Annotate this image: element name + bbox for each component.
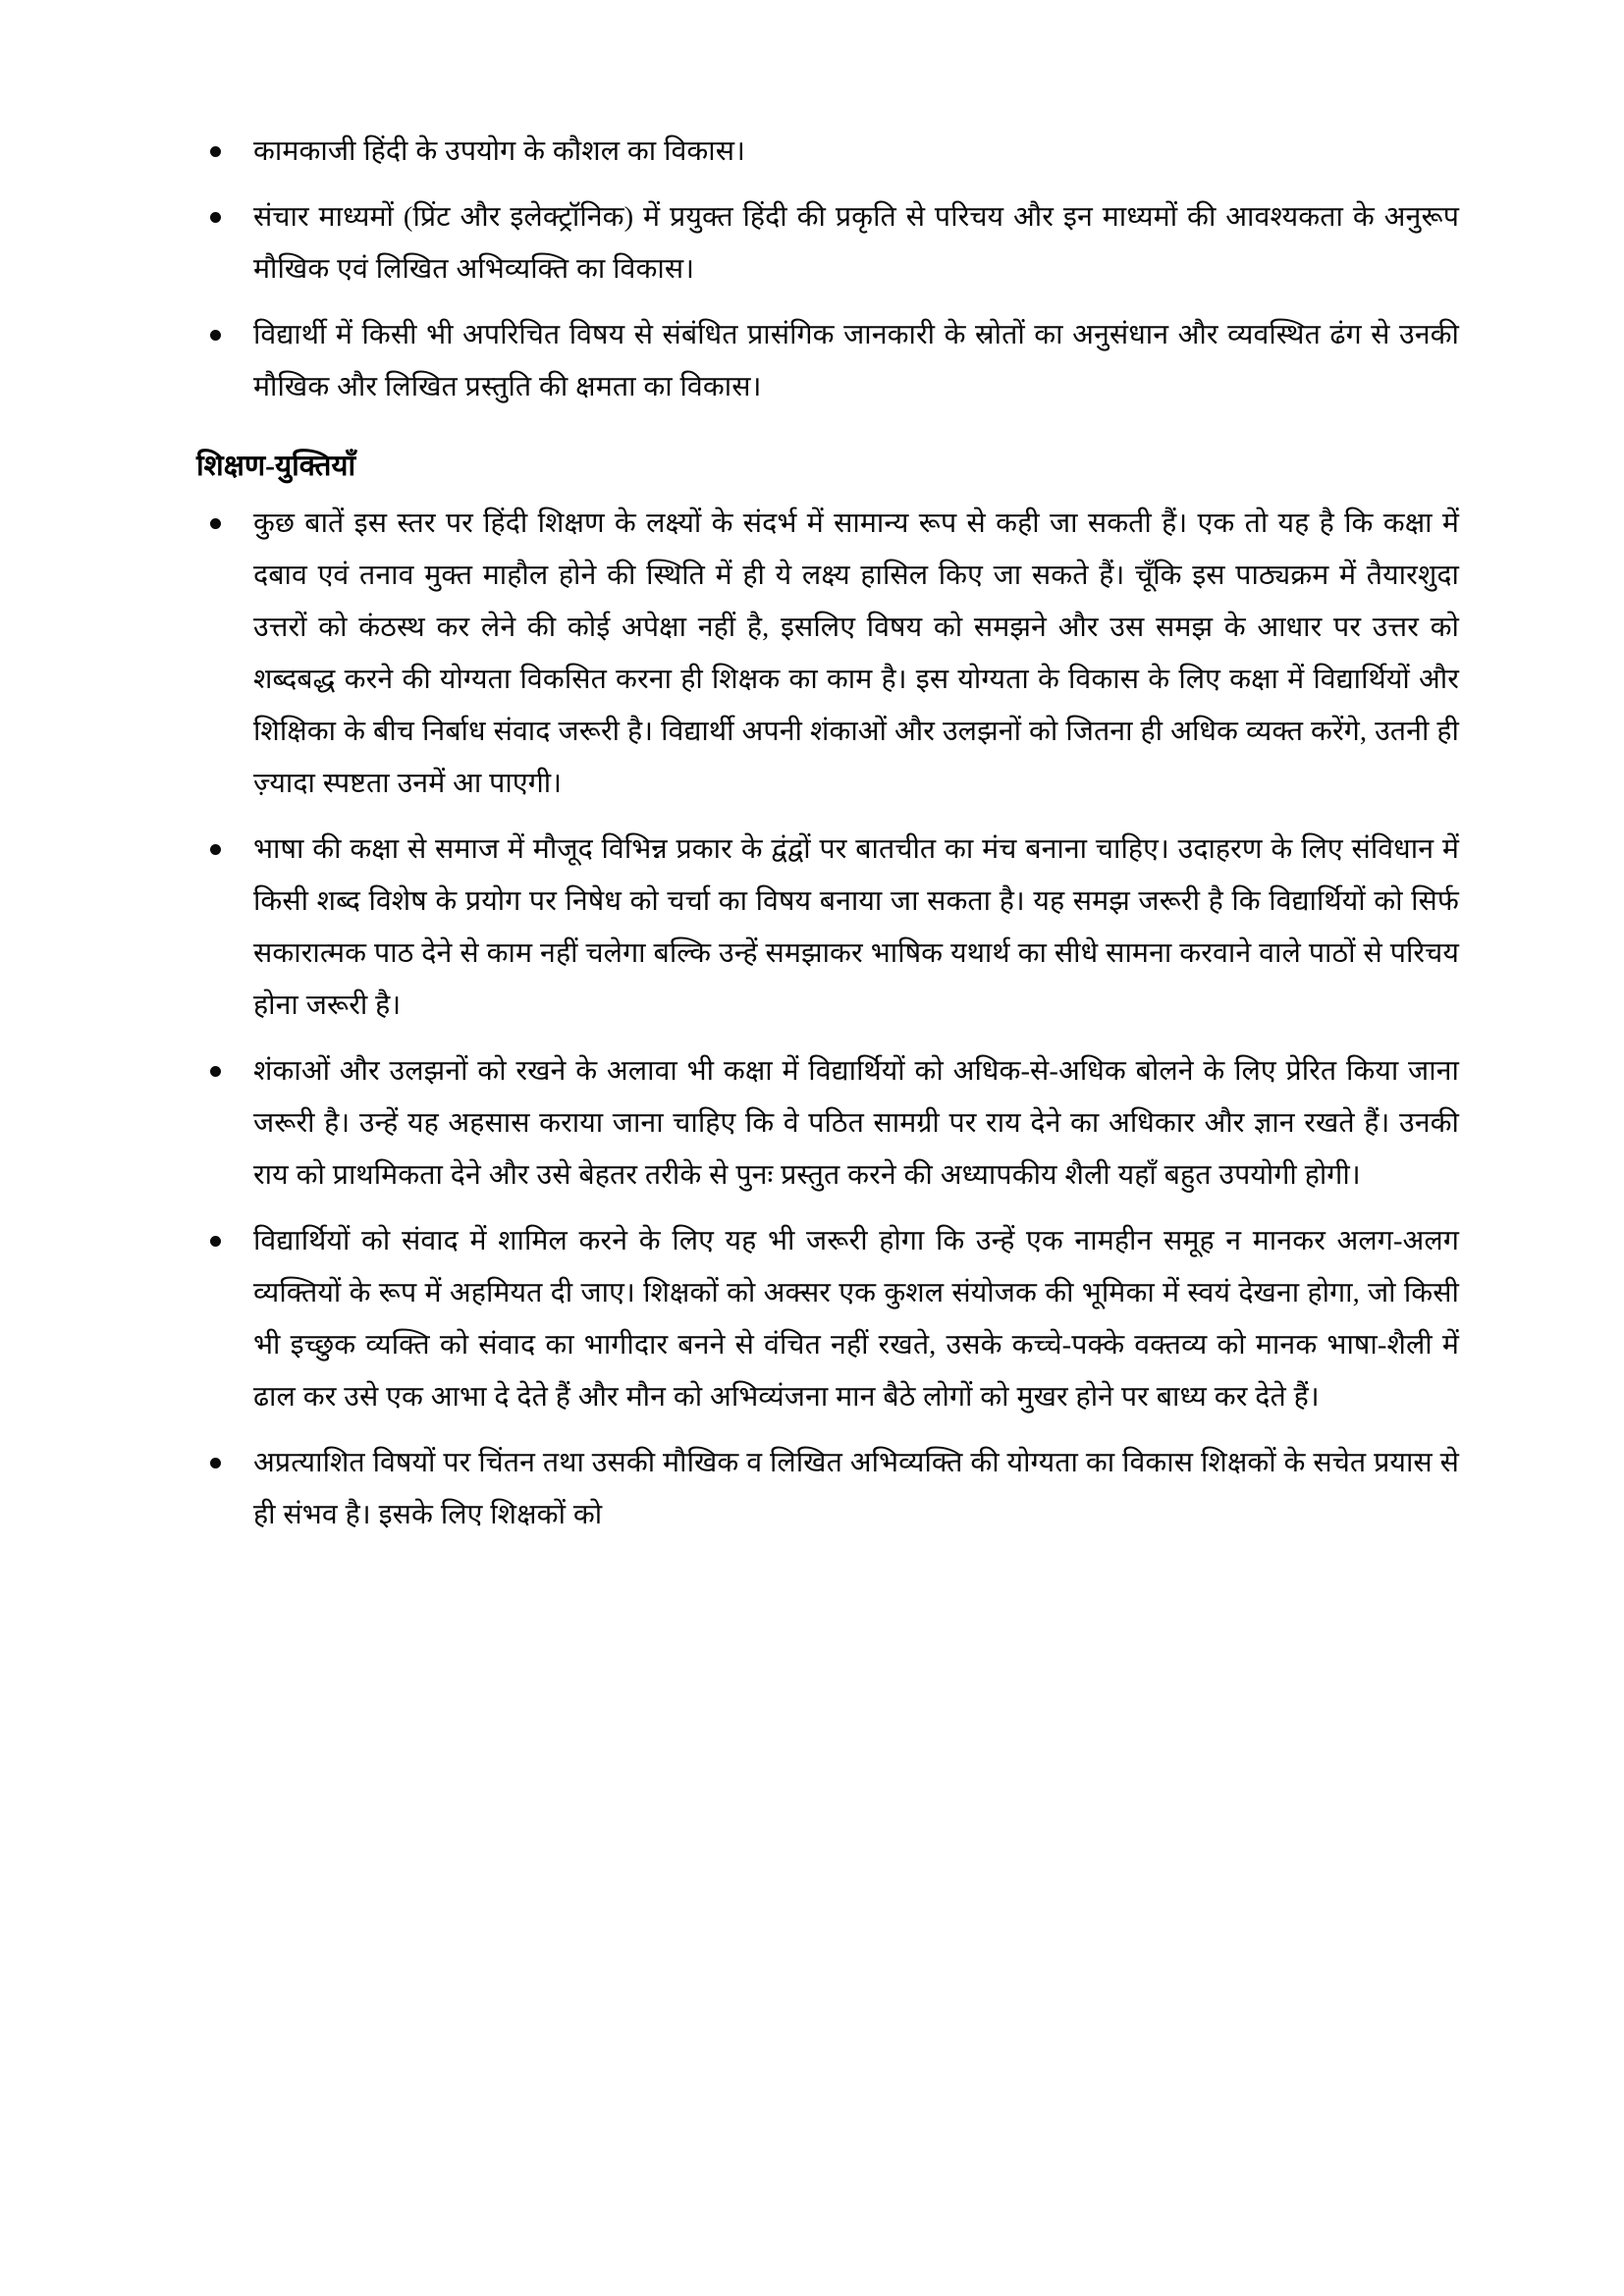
strategy-text-3: शंकाओं और उलझनों को रखने के अलावा भी कक्षा में विद्यार्थियों को अधिक-से-अधिक बोलने के लिए प्रेरित किया जाना जरूरी है। उन्हें यह अहसास कराया जाना चाहिए कि वे पठित सामग्री पर राय देने का अधिकार और ज्ञान रखते हैं। उनकी राय को प्राथमिकता देने और उसे बेहतर तरीके से पुनः प्रस्तुत करने की अध्यापकीय शैली यहाँ बहुत उपयोगी होगी।: [253, 1056, 1459, 1191]
strategy-text-4: विद्यार्थियों को संवाद में शामिल करने के लिए यह भी जरूरी होगा कि उन्हें एक नामहीन समूह न मानकर अलग-अलग व्यक्तियों के रूप में अहमियत दी जाए। शिक्षकों को अक्सर एक कुशल संयोजक की भूमिका में स्वयं देखना होगा, जो किसी भी इच्छुक व्यक्ति को संवाद का भागीदार बनने से वंचित नहीं रखते, उसके कच्चे-पक्के वक्तव्य को मानक भाषा-शैली में ढाल कर उसे एक आभा दे देते हैं और मौन को अभिव्यंजना मान बैठे लोगों को मुखर होने पर बाध्य कर देते हैं।: [253, 1226, 1459, 1413]
objective-text-3: विद्यार्थी में किसी भी अपरिचित विषय से संबंधित प्रासंगिक जानकारी के स्रोतों का अनुसंधान और व्यवस्थित ढंग से उनकी मौखिक और लिखित प्रस्तुति की क्षमता का विकास।: [253, 320, 1459, 402]
list-item: [192, 1045, 1459, 1201]
list-item: [192, 191, 1459, 295]
strategy-text-2: भाषा की कक्षा से समाज में मौजूद विभिन्न प्रकार के द्वंद्वों पर बातचीत का मंच बनाना चाहिए। उदाहरण के लिए संविधान में किसी शब्द विशेष के प्रयोग पर निषेध को चर्चा का विषय बनाया जा सकता है। यह समझ जरूरी है कि विद्यार्थियों को सिर्फ सकारात्मक पाठ देने से काम नहीं चलेगा बल्कि उन्हें समझाकर भाषिक यथार्थ का सीधे सामना करवाने वाले पाठों से परिचय होना जरूरी है।: [253, 834, 1459, 1021]
page-content: [192, 126, 1459, 1555]
objective-text-1: कामकाजी हिंदी के उपयोग के कौशल का विकास।: [253, 136, 746, 167]
strategy-text-5: अप्रत्याशित विषयों पर चिंतन तथा उसकी मौखिक व लिखित अभिव्यक्ति की योग्यता का विकास शिक्षकों के सचेत प्रयास से ही संभव है। इसके लिए शिक्षकों को: [253, 1448, 1459, 1530]
list-item: [192, 126, 1459, 178]
strategy-text-1: कुछ बातें इस स्तर पर हिंदी शिक्षण के लक्ष्यों के संदर्भ में सामान्य रूप से कही जा सकती हैं। एक तो यह है कि कक्षा में दबाव एवं तनाव मुक्त माहौल होने की स्थिति में ही ये लक्ष्य हासिल किए जा सकते हैं। चूँकि इस पाठ्यक्रम में तैयारशुदा उत्तरों को कंठस्थ कर लेने की कोई अपेक्षा नहीं है, इसलिए विषय को समझने और उस समझ के आधार पर उत्तर को शब्दबद्ध करने की योग्यता विकसित करना ही शिक्षक का काम है। इस योग्यता के विकास के लिए कक्षा में विद्यार्थियों और शिक्षिका के बीच निर्बाध संवाद जरूरी है। विद्यार्थी अपनी शंकाओं और उलझनों को जितना ही अधिक व्यक्त करेंगे, उतनी ही ज़्यादा स्पष्टता उनमें आ पाएगी।: [253, 508, 1459, 799]
list-item: [192, 824, 1459, 1032]
list-item: [192, 309, 1459, 413]
list-item: [192, 1215, 1459, 1423]
teaching-strategies-bullet-list: [192, 498, 1459, 1541]
list-item: [192, 498, 1459, 810]
section-heading-teaching-strategies: शिक्षण-युक्तियाँ: [196, 451, 356, 482]
list-item: [192, 1437, 1459, 1541]
objectives-bullet-list: [192, 126, 1459, 413]
objective-text-2: संचार माध्यमों (प्रिंट और इलेक्ट्रॉनिक) में प्रयुक्त हिंदी की प्रकृति से परिचय और इन माध्यमों की आवश्यकता के अनुरूप मौखिक एवं लिखित अभिव्यक्ति का विकास।: [253, 202, 1459, 285]
